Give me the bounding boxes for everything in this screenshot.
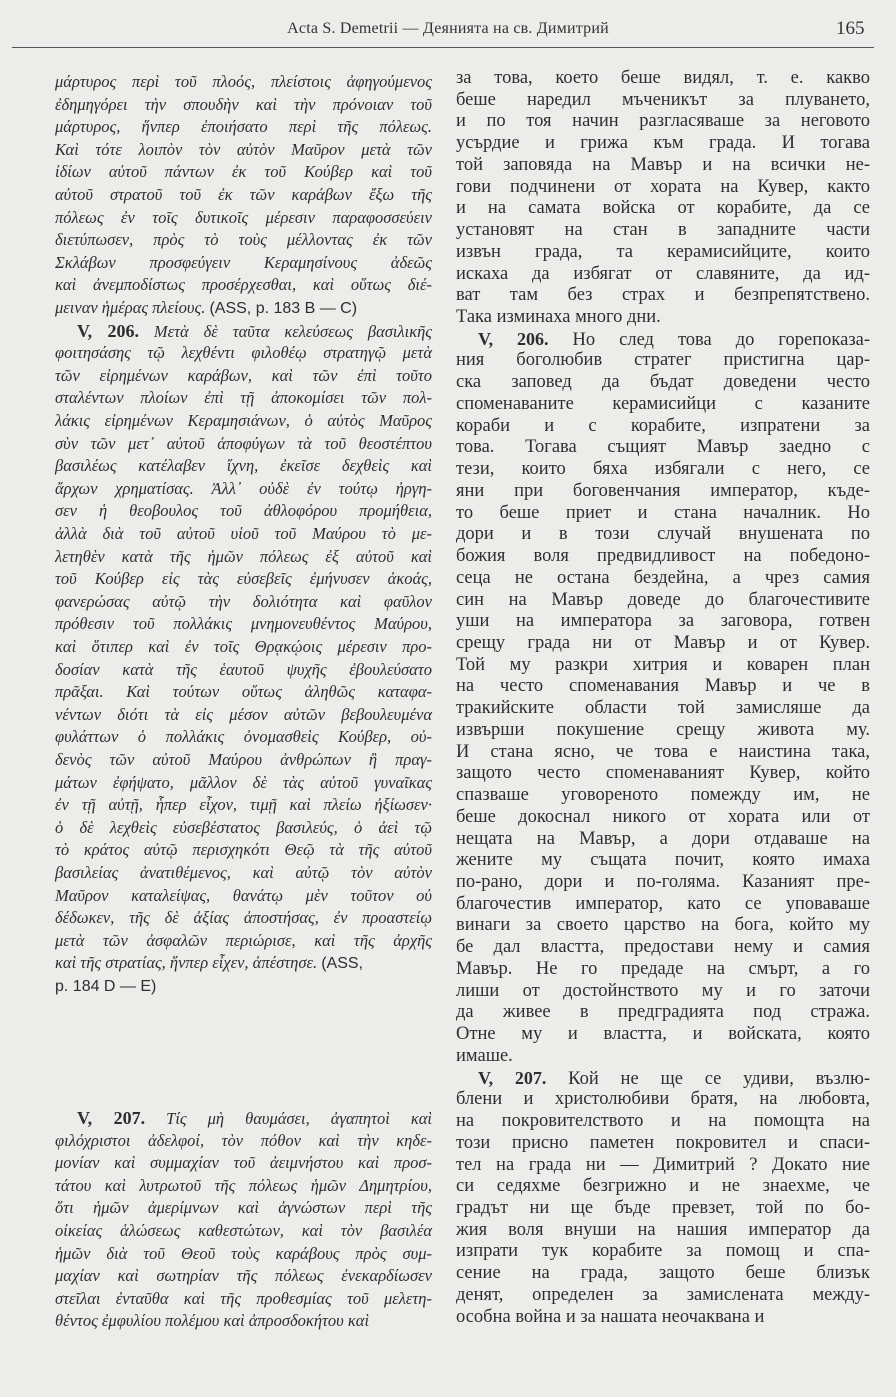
line-text: ἐν τῇ αὐτῇ, ἧπερ εἶχον, τιμῇ καὶ πλείω ἠξίωσεν· [55,795,432,815]
text-line [55,839,432,861]
line-text: изпрати тук корабите за помощ и спа- [456,1241,870,1262]
line-text: Καὶ τότε λοιπὸν τὸν αὐτὸν Μαῦρον μετὰ τῶν [55,139,432,159]
line-text: φυλάττων ὁ πολλάκις ὀνομασθεὶς Κούβερ, οὐ- [55,727,432,747]
line-text: и по тоя начин разгласяваше за неговото [456,111,870,132]
text-line [55,252,432,274]
line-text: защото често споменаваният Кувер, който [456,763,870,784]
text-line [55,794,432,816]
text-line [55,1107,432,1129]
text-line [456,176,870,198]
line-text: Така изминаха много дни. [456,307,661,328]
line-text: διετύπωσεν, πρὸς τὸ τοὺς μέλλοντας ἐκ τῶν [55,230,432,250]
line-text: ска заповед да бъдат доведени често [456,372,870,393]
text-line [456,1001,870,1023]
running-header-title: Acta S. Demetrii — Деянията на св. Димитрий [287,20,609,37]
line-text: μετὰ τῶν ἀσφαλῶν περιώρισε, καὶ τῆς ἀρχῆς [55,930,432,950]
text-line [55,94,432,116]
text-line [55,161,432,183]
text-line [55,613,432,635]
text-line [456,1262,870,1284]
line-text: уши на императора за заговора, готвен [456,611,870,632]
line-text: особна война и за нашата неочаквана и [456,1306,765,1327]
line-text: λάκις εἰρημένων Κεραμησιάνων, ὁ αὐτὸς Μαῦρος [55,411,432,430]
text-line [55,116,432,138]
text-line [456,610,870,632]
line-text: οἰκείας ἁλώσεως καθεστώτων, καὶ τὸν βασιλέα [55,1221,432,1240]
line-text: Μετὰ δὲ ταῦτα κελεύσεως βασιλικῆς [153,321,432,341]
line-text: ἀλλὰ διὰ τοῦ αὐτοῦ υἱοῦ τοῦ Μαύρου τὸ με- [55,524,432,543]
text-line [456,828,870,850]
text-line [456,654,870,676]
line-text: ὅτι ἡμῶν ἀμερίμνων καὶ ἀγνώστων περὶ τῆς [55,1198,432,1218]
line-text: ἐδημηγόρει τὴν σπουδὴν καὶ τὴν πρόνοιαν τοῦ [55,94,432,114]
line-text: Τίς μὴ θαυμάσει, ἀγαπητοὶ καὶ [166,1109,433,1128]
text-line [456,371,870,393]
line-text: τῶν εἰρημένων καράβων, καὶ τῶν ἐπὶ τοῦτο [55,365,432,385]
line-text: и на самата войска от корабите, да се [456,198,870,219]
line-text: φανερώσας αὐτῷ τὴν δολιότητα καὶ φαῦλον [55,591,432,611]
text-line [55,410,432,432]
line-text: πρόθεσιν τοῦ πολλάκις μνημονευθέντος Μαύρου, [55,614,432,634]
line-text: ἄρχων χρηματίσας. Ἀλλ᾽ οὐδὲ ἐν τούτῳ ἠργη- [55,478,432,498]
text-line [456,632,870,654]
line-text: φοιτησάσης τῷ λεχθέντι φιλοθέῳ στρατηγῷ μετὰ [55,343,432,363]
text-line [55,749,432,771]
text-line [456,1110,870,1132]
line-text: син на Мавър доведе до благочестивите [456,589,870,610]
line-text: усърдие и грижа към града. И тогава [456,133,870,154]
text-line [456,480,870,502]
line-text: βασιλέως κατέλαβεν ἴχνη, ἐκεῖσε δεχθεὶς καὶ [55,456,432,476]
line-text: спазваше уговореното помежду им, не [456,785,870,806]
text-line [55,704,432,726]
text-line [456,1045,870,1067]
text-line [55,1288,432,1310]
line-text: σὺν τῶν μετ᾽ αὐτοῦ ἀποφύγων τὰ τοῦ θεοστέπτου [55,433,432,453]
line-text: πρᾶξαι. Καὶ τούτων οὕτως ἀληθῶς καταφα- [55,682,432,702]
line-text: Той му разкри хитрия и коварен план [456,654,870,675]
line-text: тел на града ни — Димитрий ? Докато ние [456,1154,870,1175]
text-line [55,1220,432,1242]
header-rule [12,47,874,48]
text-line [55,636,432,658]
line-text: Кой не ще се удиви, възлю- [568,1068,870,1089]
text-line [456,871,870,893]
line-text: установят на стан в западните части [456,220,870,241]
text-line [456,893,870,915]
text-line [55,523,432,545]
text-line [55,1197,432,1219]
text-line [55,885,432,907]
text-line [55,817,432,839]
text-line [456,697,870,719]
text-line [456,393,870,415]
line-text: яни при боговенчания император, къде- [456,480,870,501]
text-line [55,455,432,477]
line-text: ἰδίων αὐτοῦ πάντων ἐκ τοῦ Κούβερ καὶ τοῦ [55,162,432,182]
line-text: Но след това до горепоказа- [572,329,870,350]
text-line [456,719,870,741]
line-text: божия воля предвидливост на победоно- [456,546,870,567]
page-number: 165 [836,18,865,39]
text-line [456,436,870,458]
line-text: денят, определен за замислената между- [456,1284,870,1305]
text-line [456,349,870,371]
line-text: винаги за своето царство на бога, който му [456,915,870,936]
text-line [456,1306,870,1328]
text-line [55,297,432,319]
text-line [55,1130,432,1152]
line-text: ния боголюбив стратег пристигна цар- [456,350,870,371]
line-text: имаше. [456,1045,513,1066]
text-line [456,675,870,697]
line-text: срещу града ни от Мавър и от Кувер. [456,632,870,653]
text-line [456,1132,870,1154]
text-line [456,415,870,437]
line-text: τάτου καὶ λυτρωτοῦ τῆς πόλεως ἡμῶν Δημητρίου, [55,1175,432,1195]
line-text: споменаваните керамисийци с казаните [456,393,870,414]
line-text: беше наредил мъченикът за плуването, [456,89,870,110]
line-text: νέντων διότι τὰ εἰς μέσον αὐτῶν βεβουλευμένα [55,704,432,724]
line-text: πόλεως ἐν τοῖς δυτικοῖς μέρεσιν παραφοσσεύειν [55,207,432,227]
line-text: сение на града, защото беше близък [456,1263,870,1284]
line-text: καὶ ὅτιπερ καὶ ἐν τοῖς Θρᾳκῴοις μέρεσιν προ- [55,637,432,656]
line-text: този присно паметен покровител и спаси- [456,1132,870,1153]
text-line [55,229,432,251]
line-text: ἡμῶν διὰ τοῦ Θεοῦ τοὺς καράβους πρὸς συμ- [55,1243,432,1263]
text-line [55,1243,432,1265]
text-line [456,784,870,806]
text-line [456,523,870,545]
text-line [55,659,432,681]
line-text: по-рано, дори и по-голяма. Казаният пре- [456,872,870,892]
text-line [456,980,870,1002]
text-line [55,1152,432,1174]
text-line [456,1088,870,1110]
line-text: δοσίαν κατὰ τῆς ἑαυτοῦ ψυχῆς ἐβουλεύσατο [55,659,432,679]
line-text: καὶ ἀνεμποδίστως προσέρχεσθαι, καὶ οὕτως διέ- [55,275,432,295]
line-text: Σκλάβων προσφεύγειν Κεραμησίνους ἀδεῶς [55,252,432,272]
text-line [55,274,432,296]
line-text: σταλέντων πλοίων ἐπὶ τῇ ἀποκομίσει τῶν πολ- [55,388,432,408]
text-line [456,936,870,958]
text-line [456,502,870,524]
text-line [456,306,870,328]
text-line [456,1219,870,1241]
line-text: сеца не остана бездейна, а чрез самия [456,567,870,588]
text-line [456,589,870,611]
text-line [55,387,432,409]
text-line [456,1175,870,1197]
line-text: θέντος ἐμφυλίου πολέμου καὶ ἀπροσδοκήτου καὶ [55,1311,370,1331]
text-line [456,741,870,763]
text-line [456,1240,870,1262]
section-number: V, 207. [478,1067,547,1088]
text-line [456,458,870,480]
line-text: δέδωκεν, τῆς δὲ ἀξίας ἀποστήσας, ἐν προαστείῳ [55,908,432,928]
line-text: той заповяда на Мавър и на всички не- [456,154,870,175]
text-line [456,849,870,871]
text-line [456,914,870,936]
text-line [456,1197,870,1219]
text-line [55,772,432,794]
text-line [55,342,432,364]
text-line [456,328,870,350]
text-line [456,1284,870,1306]
text-line [55,478,432,500]
text-line [456,197,870,219]
text-line [55,1265,432,1287]
text-line [456,154,870,176]
text-line [55,591,432,613]
line-text: στεῖλαι ἐνταῦθα καὶ τῆς προθεσμίας τοῦ μελετη- [55,1288,432,1308]
citation: (ASS, p. 183 B — C) [209,300,358,317]
line-text: τὸ κράτος αὐτῷ περισχηκότι Θεῷ τὰ τῆς αὐτοῦ [55,840,432,860]
text-line [456,132,870,154]
text-line [55,139,432,161]
line-text: μονίαν καὶ συμμαχίαν τοῦ ἀειμνήστου καὶ προσ- [55,1153,432,1173]
line-text: φιλόχριστοι ἀδελφοί, τὸν πόθον καὶ τὴν κηδε- [55,1130,432,1150]
line-text: тези, които бяха избягали с него, се [456,459,870,480]
line-text: гови подчинени от хората на Кувер, както [456,176,870,197]
section-number: V, 206. [478,328,549,349]
line-text: жените му същата почит, която имаха [456,850,870,871]
citation: (ASS, [321,955,364,973]
text-line [55,952,432,974]
line-text: благочестив император, като се уповаваше [456,893,870,914]
line-text: градът ни ще бъде превзет, той по бо- [456,1197,870,1218]
section-number: V, 207. [77,1108,146,1128]
text-line [55,433,432,455]
text-line [55,207,432,229]
text-line [55,71,432,93]
line-text: μάτων ἐφήψατο, μᾶλλον δὲ τὰς αὐτοῦ γυναῖκας [55,772,432,792]
text-line [55,862,432,884]
line-text: извърши покушение срещу живота му. [456,719,870,740]
text-line [456,1023,870,1045]
text-line [456,263,870,285]
line-text: ὁ δὲ λεχθεὶς εὐσεβέστατος βασιλεύς, ὁ ἀεὶ τῷ [55,817,432,837]
line-text: Мавър. Не го предаде на смърт, а го [456,958,870,979]
line-text: Отне му и властта, и войската, която [456,1024,870,1045]
line-text: καὶ τῆς στρατίας, ἥνπερ εἶχεν, ἀπέστησε. [55,953,318,973]
text-line [55,500,432,522]
text-line [456,219,870,241]
line-text: βασιλείας ἀνατιθέμενος, καὶ αὐτῷ τὸν αὐτὸν [55,863,432,882]
line-text: да живее в предградията под стража. [456,1002,870,1023]
line-text: на често споменавания Мавър и че в [456,676,870,697]
text-line [55,930,432,952]
line-text: извън града, та керамисийците, които [456,241,870,262]
text-line [55,907,432,929]
line-text: λετηθὲν κατὰ τῆς ἡμῶν πόλεως ἐξ αὐτοῦ καὶ [55,546,432,566]
line-text: αὐτοῦ στρατοῦ τοῦ ἐκ τῶν καράβων ἔξω τῆς [55,185,432,204]
line-text: си седяхме безгрижно и не знаехме, че [456,1176,870,1197]
line-text: тракийските области той замисляше да [456,698,870,719]
text-line [55,1310,432,1332]
text-line [55,546,432,568]
line-text: μαχίαν καὶ σωτηρίαν τῆς πόλεως ἐνεκαρδίωσεν [55,1266,432,1286]
text-line [456,110,870,132]
line-text: τοῦ Κούβερ εἰς τὰς εὐσεβεῖς ἐμήνυσεν ἀκοάς, [55,569,432,589]
text-line [456,89,870,111]
line-text: искаха да избягат от славяните, да ид- [456,263,870,284]
line-text: то беше приет и стана началник. Но [456,502,870,523]
text-line [456,762,870,784]
line-text: дори и в този случай внушената по [456,524,870,545]
line-text: кораби и с корабите, изпратени за [456,415,870,436]
line-text: нещата на Мавър, а дори отдаваше на [456,828,870,849]
text-line [456,545,870,567]
line-text: на покровителството и на помощта на [456,1111,870,1132]
line-text: Μαῦρον καταλείψας, θανάτῳ μὲν τοῦτον οὐ [55,885,432,905]
line-text: беше докоснал никого от хората или от [456,806,870,827]
line-text: И стана ясно, че това е наистина така, [456,741,870,762]
line-text: μειναν ἡμέρας πλείους. [55,298,206,317]
line-text: бе дал властта, предостави нему и самия [456,937,870,958]
text-line [456,806,870,828]
text-line [456,567,870,589]
section-number: V, 206. [77,320,139,341]
line-text: ват там без страх и безпрепятствено. [456,285,870,306]
line-text: σεν ἡ θεοβουλος τοῦ ἀθλοφόρου προμήθεια, [55,501,432,521]
text-line [55,184,432,206]
line-text: блени и христолюбиви братя, на любовта, [456,1089,870,1110]
line-text: това. Тогава същият Мавър заедно с [456,437,870,458]
text-line [55,320,432,342]
text-line [55,681,432,703]
text-line [456,1154,870,1176]
line-text: μάρτυρος, ἥνπερ ἐποιήσατο περὶ τῆς πόλεως. [55,117,432,137]
line-text: лиши от достойнството му и го заточи [456,980,870,1001]
line-text: μάρτυρος περὶ τοῦ πλοός, πλείστοις ἀφηγούμενος [55,72,432,91]
line-text: жия воля внуши на нашия император да [456,1219,870,1240]
text-line [456,284,870,306]
text-line [55,726,432,748]
line-text: за това, което беше видял, т. е. какво [456,68,870,88]
text-line [55,1175,432,1197]
text-line [55,568,432,590]
text-line [456,1067,870,1089]
text-line [456,67,870,89]
citation-continued: p. 184 D — E) [55,978,157,995]
text-line [456,958,870,980]
text-line [55,975,432,997]
text-line [55,365,432,387]
text-line [456,241,870,263]
line-text: δενὸς τῶν αὐτοῦ Μαύρου ἀνθρώπων ἢ πραγ- [55,750,432,769]
